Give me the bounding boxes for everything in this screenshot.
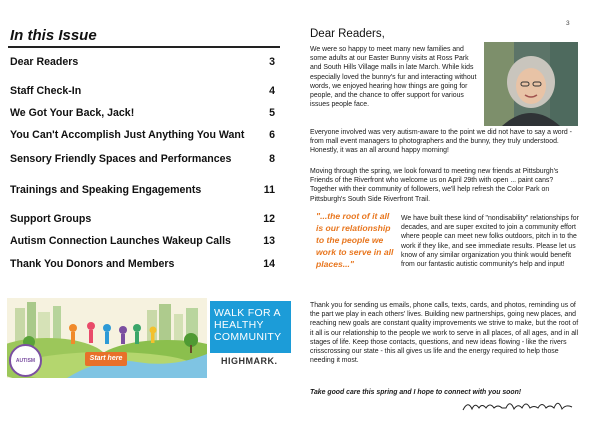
handwritten-signature <box>460 396 576 414</box>
left-page <box>0 0 292 424</box>
toc-item-label: We Got Your Back, Jack! <box>10 107 135 119</box>
toc-item-page: 3 <box>269 56 275 68</box>
signature <box>460 396 576 414</box>
portrait-image <box>484 42 578 126</box>
toc-item-label: Sensory Friendly Spaces and Performances <box>10 153 232 165</box>
toc-item-label: Trainings and Speaking Engagements <box>10 184 202 196</box>
author-photo <box>484 42 578 126</box>
closing-line: Take good care this spring and I hope to connect with you soon! <box>310 389 522 396</box>
highmark-logo: HIGHMARK. <box>221 356 278 366</box>
autism-connection-logo: AUTISM <box>9 344 42 377</box>
toc-item-page: 14 <box>263 258 275 270</box>
toc-item-page: 6 <box>269 129 275 141</box>
toc-item-label: Dear Readers <box>10 56 79 68</box>
toc-item-page: 4 <box>269 85 275 97</box>
letter-paragraph: Everyone involved was very autism-aware to the point we did not have to say a word - from mall event managers to photographers and the bunny, they truly understood. Honestly, it was an all around happy morning! <box>310 129 572 155</box>
letter-paragraph: Thank you for sending us emails, phone calls, texts, cards, and photos, reminding us of the part we play in each others' lives. Building new partnerships, going new places, and reaching new goals are constant quality improvements we strive to make, but the root of it all is our relationship to the people we work to serve in all places, of all ages, and in all stages of life. Keep those contacts, questions, and new ideas flowing - like the rivers crisscrossing our state - this all gives us life and the energy required to help those needing it most. <box>310 302 579 365</box>
toc-item-page: 13 <box>263 235 275 247</box>
toc-item-label: Autism Connection Launches Wakeup Calls <box>10 235 231 247</box>
start-here-label: Start here <box>85 352 127 366</box>
toc-item-page: 12 <box>263 213 275 225</box>
walk-banner[interactable] <box>7 298 291 378</box>
letter-paragraph: Moving through the spring, we look forward to meeting new friends at Pittsburgh's Friends of the Riverfront who welcome us on April 29th with open ... paint cans? Together with their community of followers, we'll help refresh the Color Park on Pittsburgh's South Side Riverfront Trail. <box>310 168 559 203</box>
toc-item-page: 8 <box>269 153 275 165</box>
pull-quote: "...the root of it all is our relationship to the people we work to serve in all places..." <box>316 211 394 269</box>
letter-greeting: Dear Readers, <box>310 28 385 40</box>
walk-banner-illustration <box>7 298 207 378</box>
letter-paragraph: We have built these kind of "nondisability" relationships for decades, and are super excited to join a community effort where people can meet new folks outdoors, pitch in to the work if they like, and see immediate results. Please let us know of any similar organization you think would benefit from our fantastic autistic community's help and input! <box>401 215 579 269</box>
title-divider <box>8 46 280 48</box>
walk-slogan: WALK FOR A HEALTHY COMMUNITY <box>214 307 282 343</box>
toc-item-label: Staff Check-In <box>10 85 82 97</box>
walk-box <box>210 301 291 353</box>
toc-item-page: 11 <box>263 184 275 196</box>
toc-item-label: You Can't Accomplish Just Anything You Want <box>10 129 245 141</box>
toc-item-label: Thank You Donors and Members <box>10 258 175 270</box>
page-number: 3 <box>566 20 570 27</box>
letter-paragraph: We were so happy to meet many new families and some adults at our Easter Bunny visits at Ross Park and South Hills Village malls in late March. While kids especially loved the bunny's fur and interacting without words, we enjoyed hearing how things are going for people, and the chance to offer support for various issues people face. <box>310 46 477 109</box>
toc-item-page: 5 <box>269 107 275 119</box>
issue-title: In this Issue <box>10 27 97 44</box>
toc-item-label: Support Groups <box>10 213 92 225</box>
walk-banner-sponsor <box>207 298 291 378</box>
